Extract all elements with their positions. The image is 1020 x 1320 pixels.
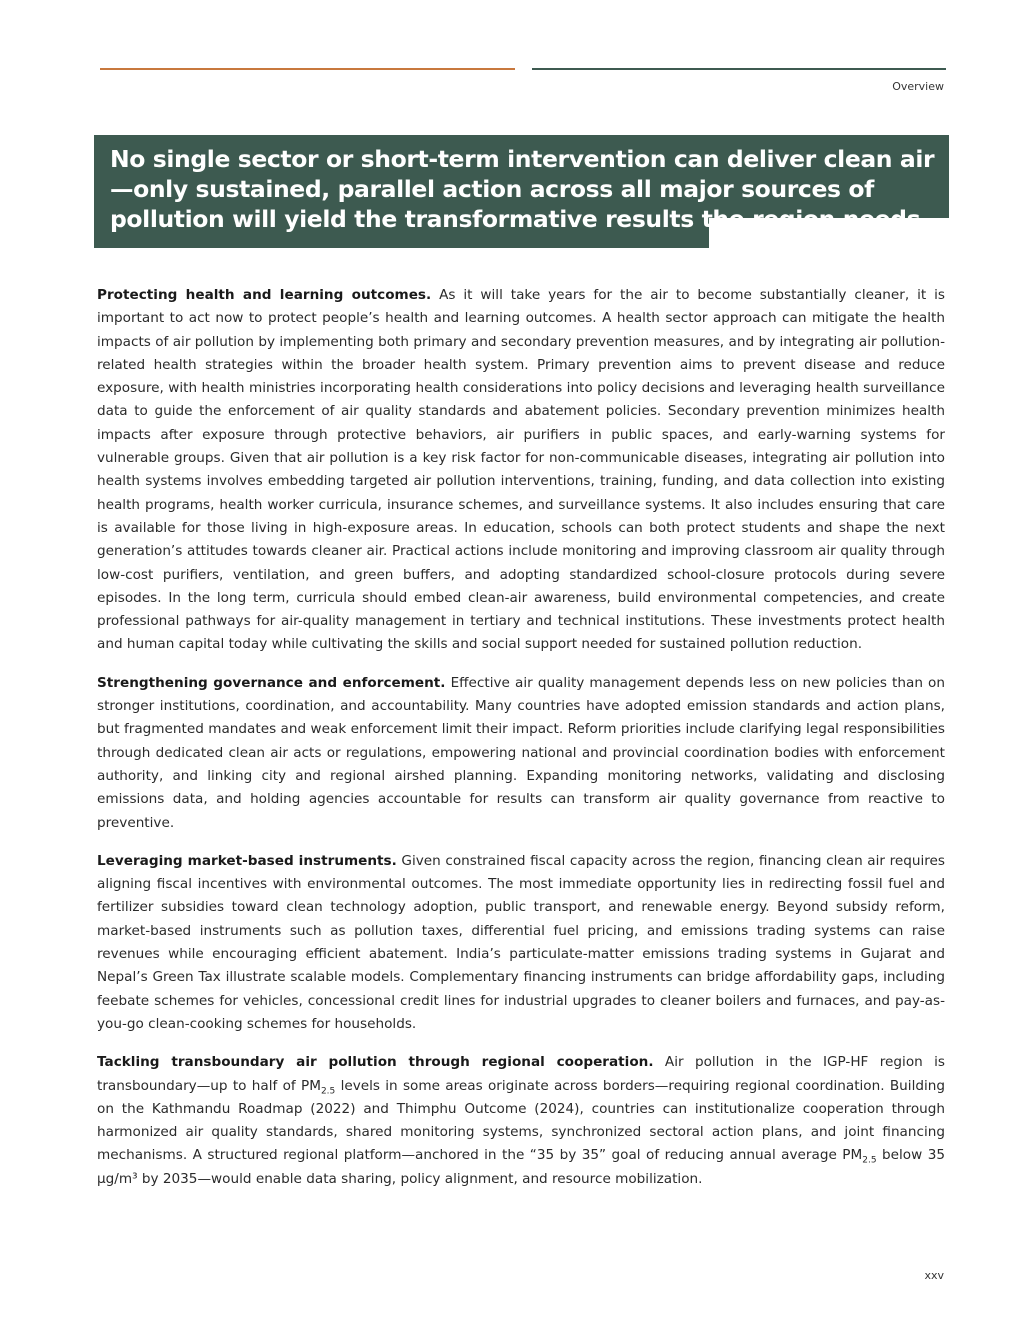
paragraph-transboundary <box>97 1051 945 1191</box>
body-text <box>97 284 945 1206</box>
paragraph-heading: Leveraging market-based instruments. <box>97 852 397 869</box>
header-rule-right <box>532 68 946 70</box>
paragraph-body: As it will take years for the air to become substantially cleaner, it is important to act now to protect people’s health and learning outcomes. A health sector approach can mitigate the health impacts of air pollution by implementing both primary and secondary prevention measures, and by integrating air pollution-related health strategies within the broader health system. Primary prevention aims to prevent disease and reduce exposure, with health ministries incorporating health considerations into policy decisions and leveraging health surveillance data to guide the enforcement of air quality standards and abatement policies. Secondary prevention minimizes health impacts after exposure through protective behaviors, air purifiers in public spaces, and early-warning systems for vulnerable groups. Given that air pollution is a key risk factor for non-communicable diseases, integrating air pollution into health systems involves embedding targeted air pollution interventions, training, funding, and data collection into existing health programs, health worker curricula, insurance schemes, and surveillance systems. It also includes ensuring that care is available for those living in high-exposure areas. In education, schools can both protect students and shape the next generation’s attitudes towards cleaner air. Practical actions include monitoring and improving classroom air quality through low-cost purifiers, ventilation, and green buffers, and adopting standardized school-closure protocols during severe episodes. In the long term, curricula should embed clean-air awareness, build environmental competencies, and create professional pathways for air-quality management in tertiary and technical institutions. These investments protect health and human capital today while cultivating the skills and social support needed for sustained pollution reduction. <box>97 287 945 653</box>
paragraph-body: Air pollution in the IGP-HF region is transboundary—up to half of PM <box>97 1054 945 1094</box>
paragraph-market <box>97 850 945 1036</box>
subscript: 2.5 <box>320 1086 336 1097</box>
paragraph-heading: Protecting health and learning outcomes. <box>97 287 432 303</box>
header-rule-left <box>100 68 515 70</box>
paragraph-heading: Tackling transboundary air pollution through regional cooperation. <box>97 1054 654 1071</box>
paragraph-body: Effective air quality management depends less on new policies than on stronger institutions, coordination, and accountability. Many countries have adopted emission standards and action plans, but fragmented mandates and weak enforcement limit their impact. Reform priorities include clarifying legal responsibilities through dedicated clean air acts or regulations, empowering national and provincial coordination bodies with enforcement authority, and linking city and regional airshed planning. Expanding monitoring networks, validating and disclosing emissions data, and holding agencies accountable for results can transform air quality governance from reactive to preventive. <box>97 674 945 831</box>
paragraph-governance <box>97 672 945 835</box>
page-number: xxv <box>924 1269 944 1282</box>
paragraph-heading: Strengthening governance and enforcement. <box>97 674 446 691</box>
subscript: 2.5 <box>862 1156 877 1167</box>
paragraph-body: levels in some areas originate across borders—requiring regional coordination. Building on the Kathmandu Roadmap (2022) and Thimphu Outcome (2024), countries can institutionalize cooperation through harmonized air quality standards, shared monitoring systems, synchronized sectoral action plans, and joint financing mechanisms. A structured regional platform—anchored in the “35 by 35” goal of reducing annual average PM <box>97 1077 945 1164</box>
paragraph-body: Given constrained fiscal capacity across the region, financing clean air requires aligning fiscal incentives with environmental outcomes. The most immediate opportunity lies in redirecting fossil fuel and fertilizer subsidies toward clean technology adoption, public transport, and renewable energy. Beyond subsidy reform, market-based instruments such as pollution taxes, differential fuel pricing, and emissions trading systems can raise revenues while encouraging efficient abatement. India’s particulate-matter emissions trading systems in Gujarat and Nepal’s Green Tax illustrate scalable models. Complementary financing instruments can bridge affordability gaps, including feebate schemes for vehicles, concessional credit lines for industrial upgrades to cleaner boilers and furnaces, and pay-as-you-go clean-cooking schemes for households. <box>97 852 945 1032</box>
paragraph-health <box>97 284 945 657</box>
paragraph-body: below 35 µg/m³ by 2035—would enable data sharing, policy alignment, and resource mobilization. <box>97 1147 945 1187</box>
pull-quote: No single sector or short-term intervention can deliver clean air—only sustained, parallel action across all major sources of pollution will yield the transformative results the region needs. <box>110 145 935 233</box>
section-label: Overview <box>892 80 944 93</box>
